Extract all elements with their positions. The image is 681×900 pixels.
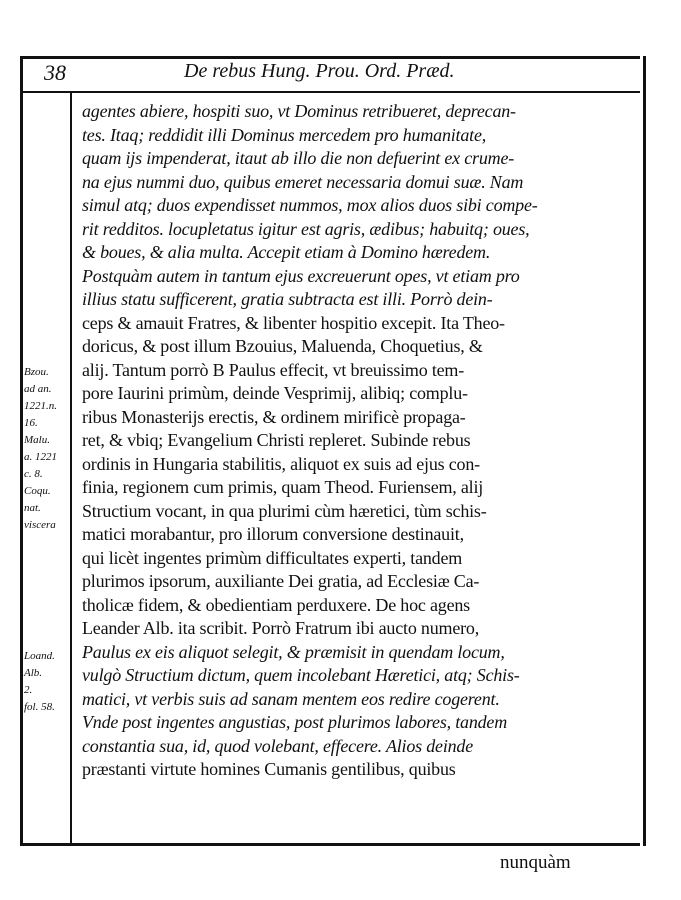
text-line: matici, vt verbis suis ad sanam mentem eos redire cogerent. [82, 688, 500, 709]
text-line: præstanti virtute homines Cumanis gentilibus, quibus [82, 759, 456, 779]
margin-note-line: fol. 58. [24, 701, 55, 713]
margin-note-leander [24, 648, 55, 716]
catchword: nunquàm [500, 852, 571, 873]
margin-note-line: 2. [24, 684, 33, 696]
text-line: na ejus nummi duo, quibus emeret necessaria domui suæ. Nam [82, 171, 524, 192]
text-line: matici morabantur, pro illorum conversione destinauit, [82, 524, 464, 544]
text-line: qui licèt ingentes primùm difficultates experti, tandem [82, 547, 463, 568]
margin-gutter-rule [70, 91, 72, 843]
text-line: Paulus ex eis aliquot selegit, & præmisit in quendam locum, [82, 641, 505, 662]
footer-rule [20, 843, 640, 846]
text-line: Leander Alb. ita scribit. Porrò Fratrum ibi aucto numero, [82, 618, 480, 638]
text-line: alij. Tantum porrò B Paulus effecit, vt breuissimo tem- [82, 359, 465, 380]
margin-note-line: viscera [24, 519, 56, 531]
text-line: Vnde post ingentes angustias, post plurimos labores, tandem [82, 712, 508, 732]
margin-note-line: nat. [24, 502, 41, 514]
text-line: tes. Itaq; reddidit illi Dominus mercedem pro humanitate, [82, 124, 487, 145]
text-line: Structium vocant, in qua plurimi cùm hæretici, tùm schis- [82, 500, 487, 521]
margin-note-references [24, 364, 57, 534]
text-line: finia, regionem cum primis, quam Theod. Furiensem, alij [82, 477, 484, 497]
text-line: agentes abiere, hospiti suo, vt Dominus retribueret, deprecan- [82, 101, 516, 121]
header-rule-bottom [20, 91, 640, 93]
running-head: De rebus Hung. Prou. Ord. Præd. [184, 60, 455, 82]
margin-note-line: Loand. [24, 650, 55, 662]
text-line: doricus, & post illum Bzouius, Maluenda, Choquetius, & [82, 336, 483, 356]
margin-note-line: Alb. [24, 667, 43, 679]
text-line: plurimos ipsorum, auxiliante Dei gratia, ad Ecclesiæ Ca- [82, 571, 480, 591]
text-line: ret, & vbiq; Evangelium Christi repleret. Subinde rebus [82, 430, 471, 450]
margin-note-line: Coqu. [24, 485, 51, 497]
text-line: ordinis in Hungaria stabilitis, aliquot ex suis ad ejus con- [82, 453, 480, 474]
text-line: vulgò Structium dictum, quem incolebant Hæretici, atq; Schis- [82, 665, 520, 685]
margin-note-line: 16. [24, 417, 38, 429]
body-text [82, 100, 630, 782]
margin-note-line: ad an. [24, 383, 52, 395]
text-line: Postquàm autem in tantum ejus excreuerunt opes, vt etiam pro [82, 265, 520, 286]
margin-note-line: Malu. [24, 434, 50, 446]
margin-note-line: Bzou. [24, 366, 49, 378]
margin-note-line: a. 1221 [24, 451, 57, 463]
text-line: illius statu sufficerent, gratia subtracta est illi. Porrò dein- [82, 289, 493, 309]
text-line: rit redditos. locupletatus igitur est agris, ædibus; habuitq; oues, [82, 218, 530, 239]
header-rule-top [20, 56, 640, 59]
text-line: constantia sua, id, quod volebant, effecere. Alios deinde [82, 735, 474, 756]
text-line: pore Iaurini primùm, deinde Vesprimij, alibiq; complu- [82, 383, 468, 403]
text-line: simul atq; duos expendisset nummos, mox alios duos sibi compe- [82, 195, 538, 215]
margin-note-line: c. 8. [24, 468, 43, 480]
text-line: & boues, & alia multa. Accepit etiam à Domino hæredem. [82, 242, 491, 262]
margin-note-line: 1221.n. [24, 400, 57, 412]
text-line: ribus Monasterijs erectis, & ordinem mirificè propaga- [82, 406, 466, 427]
text-line: tholicæ fidem, & obedientiam perduxere. De hoc agens [82, 594, 470, 615]
text-line: quam ijs impenderat, itaut ab illo die non defuerint ex crume- [82, 148, 515, 168]
page-number: 38 [44, 60, 66, 85]
text-line: ceps & amauit Fratres, & libenter hospitio excepit. Ita Theo- [82, 312, 505, 333]
